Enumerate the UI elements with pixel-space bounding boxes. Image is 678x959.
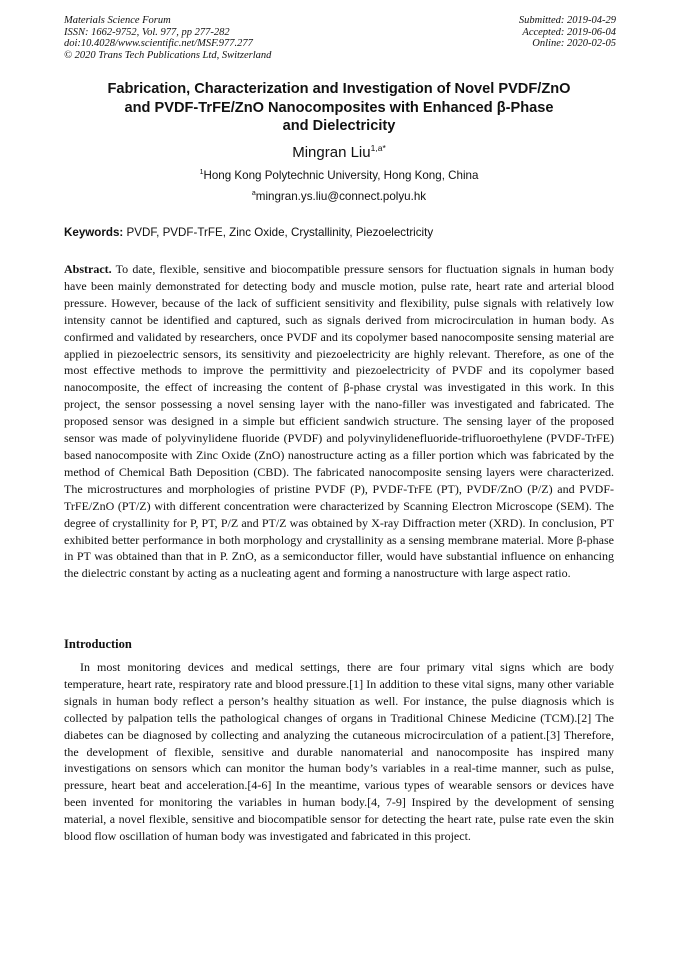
- title-line: Fabrication, Characterization and Investigation of Novel PVDF/ZnO: [107, 81, 571, 97]
- author-name: Mingran Liu: [292, 144, 371, 161]
- abstract-label: Abstract.: [64, 262, 112, 276]
- keywords-label: Keywords:: [64, 226, 124, 239]
- submitted-date: Submitted: 2019-04-29: [518, 15, 616, 26]
- section-heading-introduction: Introduction: [64, 637, 132, 651]
- email-text: mingran.ys.liu@connect.polyu.hk: [255, 190, 427, 203]
- email-superscript: a: [251, 190, 256, 198]
- title-line: and PVDF-TrFE/ZnO Nanocomposites with Enhanced β-Phase: [124, 99, 554, 116]
- affiliation: [0, 169, 678, 182]
- journal-info: [64, 15, 271, 61]
- accepted-date: Accepted: 2019-06-04: [522, 26, 616, 38]
- author: [0, 143, 678, 161]
- journal-copyright: © 2020 Trans Tech Publications Ltd, Switzerland: [64, 49, 272, 61]
- introduction-paragraph: In most monitoring devices and medical settings, there are four primary vital signs which are body temperature, heart rate, respiratory rate and blood pressure.[1] In addition to these vital signs, many other variable signals in human body reflect a person’s healthy situation as well. For instance, the pulse diagnosis which is collected by palpation tells the pathological changes of organs in Traditional Chinese Medicine (TCM).[2] The diabetes can be diagnosed by collecting and analyzing the cutaneous microcirculation of a patient.[3] Therefore, the development of flexible, sensitive and durable nanomaterial and nanocomposite has inspired many investigations on sensors which can monitor the human body’s variables in a real-time manner, such as pulse, pressure, heart beat and acceleration.[4-6] In the meantime, various types of wearable sensors or devices have been invented for monitoring the variables in human body.[4, 7-9] Inspired by the development of sensing material, a novel flexible, sensitive and biocompatible sensor for detecting the heart rate, pulse rate even the skin blood flow oscillation of human body was investigated and fabricated in this project.: [64, 660, 614, 844]
- author-email: [0, 190, 678, 203]
- keywords-text: PVDF, PVDF-TrFE, Zinc Oxide, Crystallinity, Piezoelectricity: [123, 226, 434, 239]
- author-superscript: 1,a*: [370, 143, 386, 153]
- publication-dates: [519, 15, 616, 50]
- abstract: [64, 261, 614, 582]
- affiliation-superscript: 1: [199, 169, 204, 177]
- affiliation-text: Hong Kong Polytechnic University, Hong Kong, China: [203, 169, 479, 182]
- online-date: Online: 2020-02-05: [532, 38, 616, 50]
- keywords: [64, 226, 614, 239]
- journal-name: Materials Science Forum: [64, 15, 171, 26]
- title-line: and Dielectricity: [282, 118, 396, 134]
- abstract-text: To date, flexible, sensitive and biocompatible pressure sensors for fluctuation signals in human body have been mainly demonstrated for detecting body and muscle motion, pulse rate, heart rate and arterial blood pressure. However, because of the lack of sufficient sensitivity and flexibility, pulse signals with relatively low intensity cannot be identified and captured, such as signals derived from microcirculation in human body. As confirmed and validated by researchers, once PVDF and its copolymer based nanocomposite sensing material are applied in piezoelectric sensors, its sensitivity and piezoelectricity are highly relevant. Therefore, as one of the most effective methods to improve the permittivity and piezoelectricity of PVDF and its copolymer based nanocomposite, the effect of increasing the content of β-phase crystal was investigated in this work. In this project, the sensor possessing a novel sensing layer with the nano-filler was investigated and fabricated. The proposed sensor was designed in a simple but efficient sandwich structure. The sensing layer of the proposed sensor was made of polyvinylidene fluoride (PVDF) and polyvinylidenefluoride-trifluoroethylene (PVDF-TrFE) based nanocomposite with Zinc Oxide (ZnO) nanostructure acting as a filler portion which was fabricated by the method of Chemical Bath Deposition (CBD). The fabricated nanocomposite sensing layers were characterized. The microstructures and morphologies of pristine PVDF (P), PVDF-TrFE (PT), PVDF/ZnO (P/Z) and PVDF-TrFE/ZnO (PT/Z) with different concentration were characterized by Scanning Electron Microscope (SEM). The degree of crystallinity for P, PT, P/Z and PT/Z was obtained by X-ray Diffraction meter (XRD). In conclusion, PT exhibited better performance in both morphology and crystallinity as a sensing membrane material. More β-phase in PT was obtained than that in P. ZnO, as a semiconductor filler, would have substantial influence on enhancing the dielectric constant by acting as a nucleating agent and forming a nanostructure with large aspect ratio.: [64, 262, 614, 581]
- paper-title: [64, 80, 614, 136]
- journal-issn: ISSN: 1662-9752, Vol. 977, pp 277-282: [64, 26, 230, 38]
- journal-doi: doi:10.4028/www.scientific.net/MSF.977.277: [64, 38, 253, 50]
